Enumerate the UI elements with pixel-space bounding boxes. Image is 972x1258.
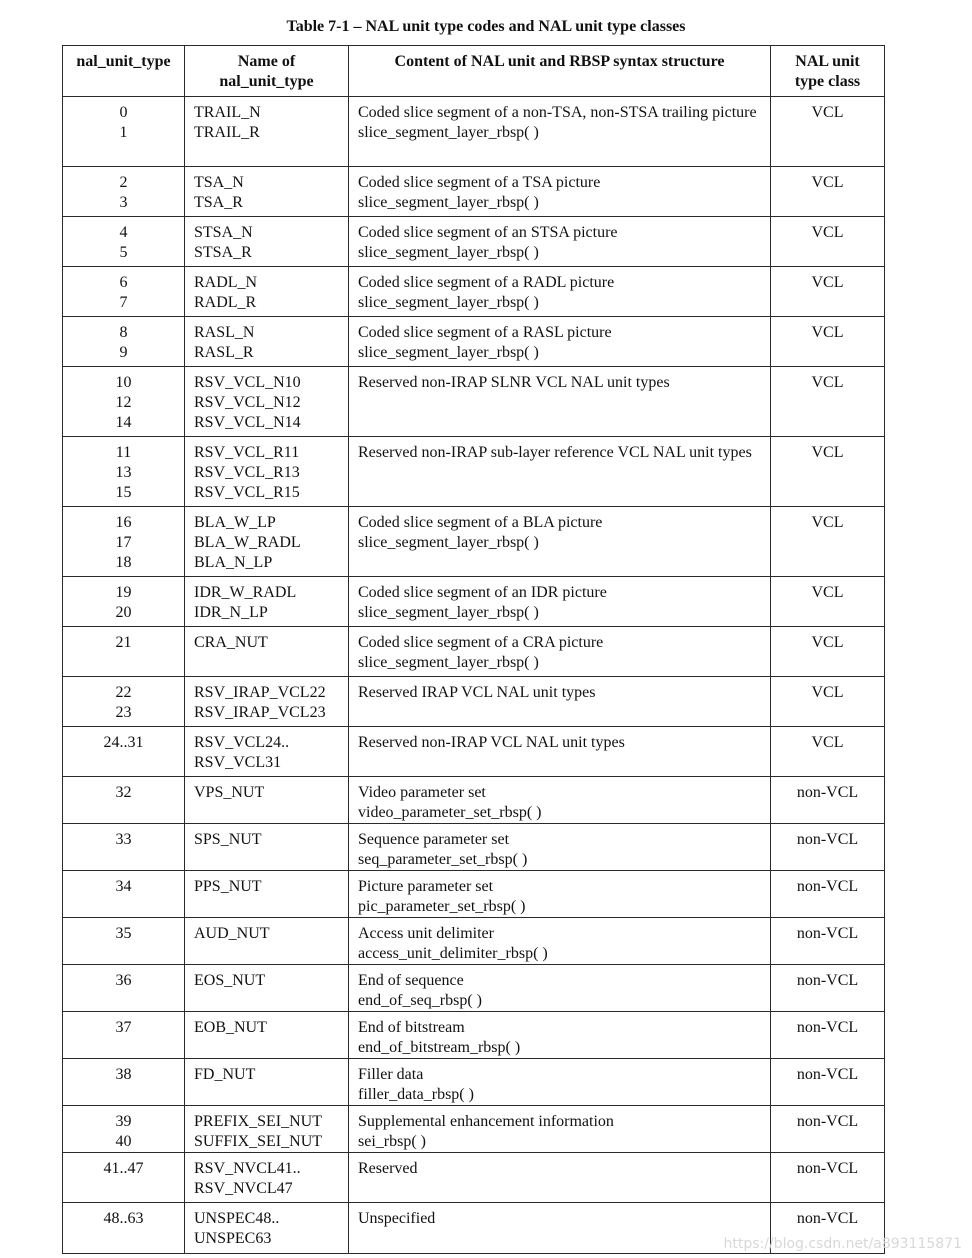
nal-unit-type-cell xyxy=(63,1203,185,1254)
content-line: Access unit delimiter xyxy=(358,925,494,942)
type-name: EOB_NUT xyxy=(194,1019,267,1036)
content-cell xyxy=(349,167,771,217)
type-code: 12 xyxy=(115,394,132,411)
type-code: 11 xyxy=(115,444,132,461)
content-line: end_of_bitstream_rbsp( ) xyxy=(358,1039,521,1056)
content-cell xyxy=(349,217,771,267)
type-class: VCL xyxy=(811,514,844,531)
table-row xyxy=(63,1012,885,1059)
type-class-cell xyxy=(771,965,885,1012)
type-name: RSV_VCL_R11 xyxy=(194,444,300,461)
type-class-cell xyxy=(771,1106,885,1153)
type-code: 9 xyxy=(119,344,128,361)
type-class-cell xyxy=(771,317,885,367)
content-cell xyxy=(349,1059,771,1106)
type-class-cell xyxy=(771,97,885,167)
content-cell xyxy=(349,677,771,727)
type-class: VCL xyxy=(811,634,844,651)
nal-unit-name-cell xyxy=(185,627,349,677)
nal-unit-name-cell xyxy=(185,217,349,267)
header-row xyxy=(63,46,885,97)
table-row xyxy=(63,777,885,824)
nal-unit-type-table xyxy=(62,45,885,1254)
content-cell xyxy=(349,777,771,824)
type-name: UNSPEC63 xyxy=(194,1230,272,1247)
content-cell xyxy=(349,1203,771,1254)
type-class: non-VCL xyxy=(796,784,859,801)
type-name: RSV_VCL_N10 xyxy=(194,374,301,391)
type-code: 21 xyxy=(115,634,132,651)
content-line: Coded slice segment of an IDR picture xyxy=(358,584,607,601)
type-name: UNSPEC48.. xyxy=(194,1210,280,1227)
type-code: 5 xyxy=(119,244,128,261)
nal-unit-type-cell xyxy=(63,97,185,167)
type-class: VCL xyxy=(811,174,844,191)
content-line: slice_segment_layer_rbsp( ) xyxy=(358,294,539,311)
type-class: non-VCL xyxy=(796,831,859,848)
table-row xyxy=(63,167,885,217)
type-name: TSA_N xyxy=(194,174,244,191)
content-line: Coded slice segment of a RADL picture xyxy=(358,274,615,291)
content-line: access_unit_delimiter_rbsp( ) xyxy=(358,945,548,962)
type-name: RASL_R xyxy=(194,344,254,361)
nal-unit-type-cell xyxy=(63,267,185,317)
type-name: RASL_N xyxy=(194,324,255,341)
type-code: 33 xyxy=(115,831,132,848)
type-class: non-VCL xyxy=(796,1066,859,1083)
nal-unit-type-cell xyxy=(63,317,185,367)
content-line: slice_segment_layer_rbsp( ) xyxy=(358,534,539,551)
table-body xyxy=(63,97,885,1254)
type-class-cell xyxy=(771,918,885,965)
type-code: 7 xyxy=(119,294,128,311)
type-name: RSV_NVCL41.. xyxy=(194,1160,301,1177)
table-row xyxy=(63,267,885,317)
type-class-cell xyxy=(771,1153,885,1203)
type-code: 16 xyxy=(115,514,132,531)
type-code: 48..63 xyxy=(103,1210,144,1227)
nal-unit-name-cell xyxy=(185,1012,349,1059)
content-cell xyxy=(349,918,771,965)
type-class-cell xyxy=(771,871,885,918)
nal-unit-name-cell xyxy=(185,167,349,217)
type-code: 35 xyxy=(115,925,132,942)
type-name: RSV_NVCL47 xyxy=(194,1180,293,1197)
header-type-class: NAL unit type class xyxy=(771,46,885,97)
nal-unit-name-cell xyxy=(185,367,349,437)
content-line: video_parameter_set_rbsp( ) xyxy=(358,804,542,821)
table-row xyxy=(63,577,885,627)
content-line: Video parameter set xyxy=(358,784,486,801)
nal-unit-type-cell xyxy=(63,824,185,871)
nal-unit-name-cell xyxy=(185,965,349,1012)
type-class: VCL xyxy=(811,584,844,601)
content-cell xyxy=(349,507,771,577)
type-code: 39 xyxy=(115,1113,132,1130)
content-cell xyxy=(349,1153,771,1203)
type-class-cell xyxy=(771,577,885,627)
type-code: 36 xyxy=(115,972,132,989)
type-name: AUD_NUT xyxy=(194,925,270,942)
type-class: VCL xyxy=(811,224,844,241)
content-line: Reserved non-IRAP VCL NAL unit types xyxy=(358,734,625,751)
nal-unit-type-cell xyxy=(63,777,185,824)
table-row xyxy=(63,627,885,677)
type-name: RSV_VCL_R15 xyxy=(194,484,300,501)
nal-unit-type-cell xyxy=(63,167,185,217)
type-name: RADL_R xyxy=(194,294,257,311)
content-cell xyxy=(349,627,771,677)
nal-unit-name-cell xyxy=(185,1153,349,1203)
type-class-cell xyxy=(771,677,885,727)
nal-unit-name-cell xyxy=(185,871,349,918)
type-class: non-VCL xyxy=(796,925,859,942)
header-content: Content of NAL unit and RBSP syntax structure xyxy=(349,46,771,97)
content-line: Coded slice segment of a CRA picture xyxy=(358,634,604,651)
type-name: TRAIL_N xyxy=(194,104,261,121)
watermark: https://blog.csdn.net/a893115871 xyxy=(723,1236,962,1252)
content-line: Reserved IRAP VCL NAL unit types xyxy=(358,684,596,701)
type-class: VCL xyxy=(811,684,844,701)
type-code: 15 xyxy=(115,484,132,501)
content-line: Picture parameter set xyxy=(358,878,494,895)
content-line: slice_segment_layer_rbsp( ) xyxy=(358,604,539,621)
nal-unit-name-cell xyxy=(185,1059,349,1106)
content-cell xyxy=(349,1106,771,1153)
type-class: non-VCL xyxy=(796,1113,859,1130)
content-line: Reserved non-IRAP sub-layer reference VCL NAL unit types xyxy=(358,444,752,461)
table-row xyxy=(63,97,885,167)
content-line: Unspecified xyxy=(358,1210,436,1227)
content-line: End of bitstream xyxy=(358,1019,465,1036)
type-name: RSV_VCL_N14 xyxy=(194,414,301,431)
nal-unit-type-cell xyxy=(63,1106,185,1153)
content-line: slice_segment_layer_rbsp( ) xyxy=(358,344,539,361)
content-line: slice_segment_layer_rbsp( ) xyxy=(358,194,539,211)
type-class: VCL xyxy=(811,104,844,121)
type-code: 40 xyxy=(115,1133,132,1150)
content-line: slice_segment_layer_rbsp( ) xyxy=(358,124,539,141)
type-name: IDR_W_RADL xyxy=(194,584,297,601)
content-cell xyxy=(349,317,771,367)
content-line: filler_data_rbsp( ) xyxy=(358,1086,474,1103)
type-code: 41..47 xyxy=(103,1160,144,1177)
content-cell xyxy=(349,577,771,627)
type-code: 17 xyxy=(115,534,132,551)
nal-unit-name-cell xyxy=(185,507,349,577)
type-class: non-VCL xyxy=(796,972,859,989)
type-code: 1 xyxy=(119,124,128,141)
type-name: FD_NUT xyxy=(194,1066,256,1083)
nal-unit-name-cell xyxy=(185,1106,349,1153)
type-name: RSV_VCL24.. xyxy=(194,734,290,751)
type-code: 24..31 xyxy=(103,734,144,751)
content-line: Supplemental enhancement information xyxy=(358,1113,614,1130)
nal-unit-type-cell xyxy=(63,871,185,918)
type-class: non-VCL xyxy=(796,1019,859,1036)
nal-unit-type-cell xyxy=(63,627,185,677)
type-class-cell xyxy=(771,627,885,677)
nal-unit-name-cell xyxy=(185,727,349,777)
content-line: Coded slice segment of an STSA picture xyxy=(358,224,618,241)
type-name: RSV_VCL31 xyxy=(194,754,282,771)
type-class-cell xyxy=(771,824,885,871)
type-class: non-VCL xyxy=(796,1210,859,1227)
nal-unit-name-cell xyxy=(185,267,349,317)
nal-unit-type-cell xyxy=(63,367,185,437)
type-class-cell xyxy=(771,217,885,267)
header-name-of-nal-unit-type: Name of nal_unit_type xyxy=(185,46,349,97)
type-class-cell xyxy=(771,1012,885,1059)
type-class: VCL xyxy=(811,324,844,341)
table-row xyxy=(63,918,885,965)
content-cell xyxy=(349,727,771,777)
content-line: pic_parameter_set_rbsp( ) xyxy=(358,898,526,915)
table-row xyxy=(63,317,885,367)
content-line: Reserved non-IRAP SLNR VCL NAL unit types xyxy=(358,374,670,391)
type-name: BLA_N_LP xyxy=(194,554,273,571)
type-class: VCL xyxy=(811,444,844,461)
type-code: 13 xyxy=(115,464,132,481)
content-cell xyxy=(349,871,771,918)
type-name: SPS_NUT xyxy=(194,831,262,848)
table-row xyxy=(63,1153,885,1203)
type-class: VCL xyxy=(811,734,844,751)
type-name: RSV_IRAP_VCL23 xyxy=(194,704,326,721)
type-code: 32 xyxy=(115,784,132,801)
nal-unit-name-cell xyxy=(185,777,349,824)
content-line: Coded slice segment of a RASL picture xyxy=(358,324,612,341)
type-name: EOS_NUT xyxy=(194,972,266,989)
table-row xyxy=(63,965,885,1012)
table-row xyxy=(63,507,885,577)
type-name: PREFIX_SEI_NUT xyxy=(194,1113,323,1130)
type-code: 23 xyxy=(115,704,132,721)
nal-unit-name-cell xyxy=(185,918,349,965)
type-class-cell xyxy=(771,267,885,317)
type-class-cell xyxy=(771,367,885,437)
type-name: PPS_NUT xyxy=(194,878,262,895)
table-row xyxy=(63,1106,885,1153)
content-line: Filler data xyxy=(358,1066,424,1083)
nal-unit-name-cell xyxy=(185,1203,349,1254)
type-class-cell xyxy=(771,507,885,577)
content-line: Coded slice segment of a BLA picture xyxy=(358,514,603,531)
nal-unit-name-cell xyxy=(185,437,349,507)
type-class-cell xyxy=(771,1059,885,1106)
type-name: TSA_R xyxy=(194,194,243,211)
content-line: sei_rbsp( ) xyxy=(358,1133,426,1150)
nal-unit-name-cell xyxy=(185,97,349,167)
table-row xyxy=(63,367,885,437)
type-name: BLA_W_LP xyxy=(194,514,276,531)
type-class-cell xyxy=(771,727,885,777)
type-code: 38 xyxy=(115,1066,132,1083)
content-line: slice_segment_layer_rbsp( ) xyxy=(358,244,539,261)
content-cell xyxy=(349,267,771,317)
nal-unit-type-cell xyxy=(63,1012,185,1059)
type-class: VCL xyxy=(811,374,844,391)
table-row xyxy=(63,824,885,871)
content-line: End of sequence xyxy=(358,972,464,989)
nal-unit-type-cell xyxy=(63,437,185,507)
header-nal-unit-type: nal_unit_type xyxy=(63,46,185,97)
type-code: 22 xyxy=(115,684,132,701)
type-code: 8 xyxy=(119,324,128,341)
type-code: 3 xyxy=(119,194,128,211)
table-row xyxy=(63,437,885,507)
type-name: CRA_NUT xyxy=(194,634,268,651)
nal-unit-type-cell xyxy=(63,507,185,577)
type-code: 2 xyxy=(119,174,128,191)
content-line: Reserved xyxy=(358,1160,418,1177)
content-line: seq_parameter_set_rbsp( ) xyxy=(358,851,528,868)
table-row xyxy=(63,871,885,918)
type-name: BLA_W_RADL xyxy=(194,534,301,551)
type-name: RSV_VCL_N12 xyxy=(194,394,301,411)
type-code: 18 xyxy=(115,554,132,571)
table-row xyxy=(63,727,885,777)
content-cell xyxy=(349,965,771,1012)
nal-unit-type-cell xyxy=(63,577,185,627)
table-row xyxy=(63,217,885,267)
type-name: VPS_NUT xyxy=(194,784,265,801)
type-name: IDR_N_LP xyxy=(194,604,268,621)
type-code: 34 xyxy=(115,878,132,895)
type-class-cell xyxy=(771,437,885,507)
type-class-cell xyxy=(771,777,885,824)
nal-unit-name-cell xyxy=(185,317,349,367)
type-class-cell xyxy=(771,167,885,217)
content-cell xyxy=(349,1012,771,1059)
nal-unit-name-cell xyxy=(185,677,349,727)
nal-unit-type-cell xyxy=(63,217,185,267)
type-class: non-VCL xyxy=(796,1160,859,1177)
type-name: RSV_IRAP_VCL22 xyxy=(194,684,326,701)
type-code: 0 xyxy=(119,104,128,121)
type-code: 19 xyxy=(115,584,132,601)
type-code: 6 xyxy=(119,274,128,291)
type-name: TRAIL_R xyxy=(194,124,260,141)
nal-unit-type-cell xyxy=(63,677,185,727)
content-cell xyxy=(349,367,771,437)
content-cell xyxy=(349,824,771,871)
content-cell xyxy=(349,437,771,507)
nal-unit-type-cell xyxy=(63,727,185,777)
type-code: 4 xyxy=(119,224,128,241)
nal-unit-type-cell xyxy=(63,965,185,1012)
nal-unit-type-cell xyxy=(63,1059,185,1106)
content-line: Coded slice segment of a non-TSA, non-STSA trailing picture xyxy=(358,104,757,121)
content-line: Coded slice segment of a TSA picture xyxy=(358,174,601,191)
nal-unit-type-cell xyxy=(63,918,185,965)
nal-unit-type-cell xyxy=(63,1153,185,1203)
content-cell xyxy=(349,97,771,167)
content-line: end_of_seq_rbsp( ) xyxy=(358,992,482,1009)
nal-unit-name-cell xyxy=(185,577,349,627)
type-name: RADL_N xyxy=(194,274,258,291)
type-class: VCL xyxy=(811,274,844,291)
type-code: 10 xyxy=(115,374,132,391)
type-name: STSA_N xyxy=(194,224,253,241)
table-row xyxy=(63,677,885,727)
table-caption: Table 7-1 – NAL unit type codes and NAL unit type classes xyxy=(286,18,686,35)
type-code: 14 xyxy=(115,414,132,431)
content-line: slice_segment_layer_rbsp( ) xyxy=(358,654,539,671)
content-line: Sequence parameter set xyxy=(358,831,510,848)
type-name: SUFFIX_SEI_NUT xyxy=(194,1133,323,1150)
type-code: 20 xyxy=(115,604,132,621)
type-code: 37 xyxy=(115,1019,132,1036)
type-name: STSA_R xyxy=(194,244,252,261)
nal-unit-name-cell xyxy=(185,824,349,871)
table-row xyxy=(63,1059,885,1106)
type-name: RSV_VCL_R13 xyxy=(194,464,300,481)
type-class: non-VCL xyxy=(796,878,859,895)
